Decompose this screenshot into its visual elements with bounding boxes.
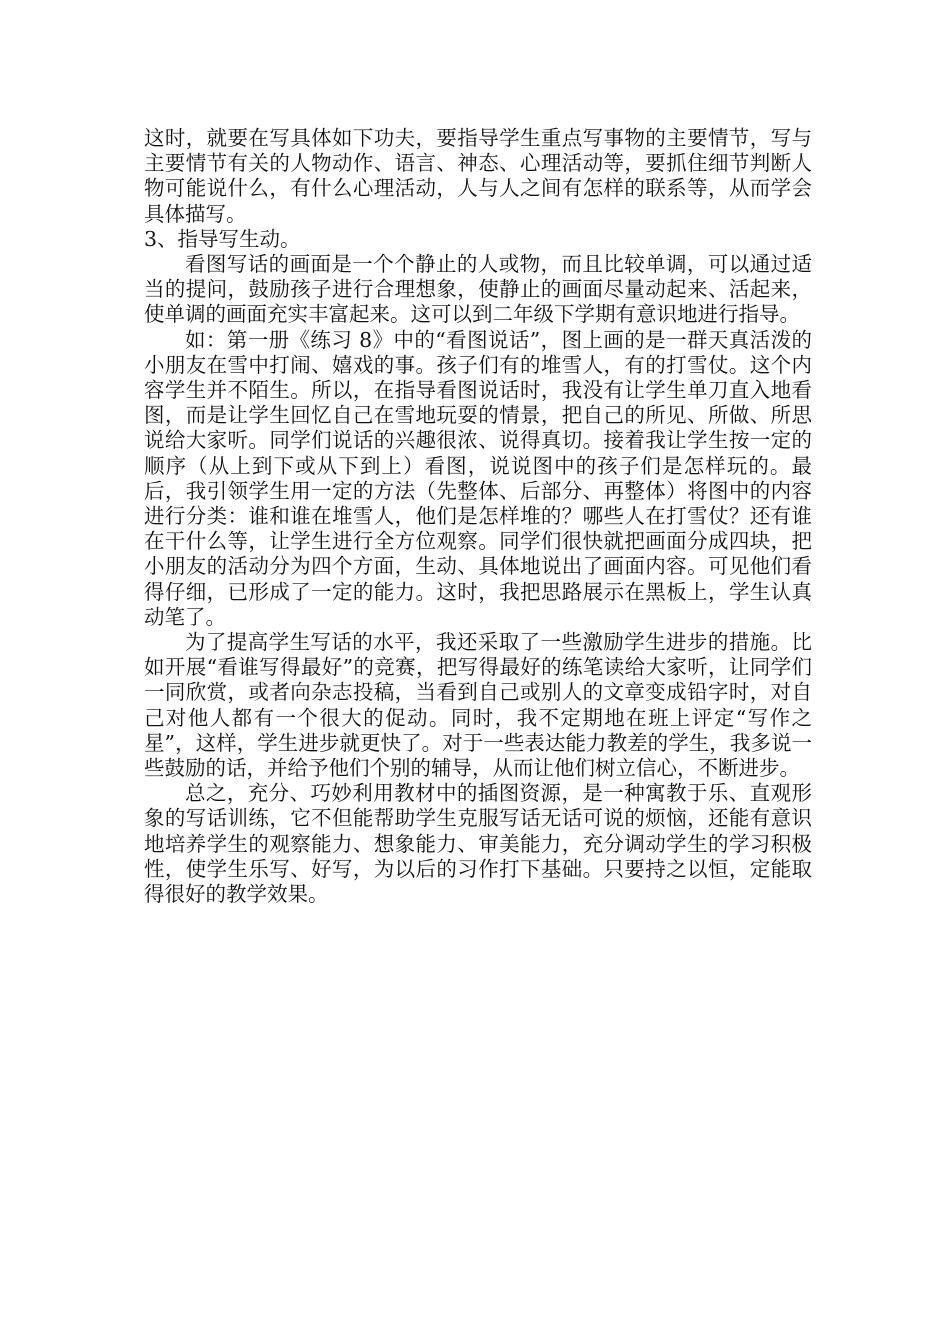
paragraph-detail-writing: 这时，就要在写具体如下功夫，要指导学生重点写事物的主要情节，写与主要情节有关的人物动作、语言、神态、心理活动等，要抓住细节判断人物可能说什么，有什么心理活动，人与人之间有怎样的联系等，从而学会具体描写。	[144, 126, 812, 226]
document-page	[144, 126, 812, 907]
paragraph-snow-example: 如：第一册《练习 8》中的“看图说话”，图上画的是一群天真活泼的小朋友在雪中打闹、嬉戏的事。孩子们有的堆雪人，有的打雪仗。这个内容学生并不陌生。所以，在指导看图说话时，我没有让学生单刀直入地看图，而是让学生回忆自己在雪地玩耍的情景，把自己的所见、所做、所思说给大家听。同学们说话的兴趣很浓、说得真切。接着我让学生按一定的顺序（从上到下或从下到上）看图，说说图中的孩子们是怎样玩的。最后，我引领学生用一定的方法（先整体、后部分、再整体）将图中的内容进行分类：谁和谁在堆雪人，他们是怎样堆的？哪些人在打雪仗？还有谁在干什么等，让学生进行全方位观察。同学们很快就把画面分成四块，把小朋友的活动分为四个方面，生动、具体地说出了画面内容。可见他们看得仔细，已形成了一定的能力。这时，我把思路展示在黑板上，学生认真动笔了。	[144, 327, 812, 629]
paragraph-imagination: 看图写话的画面是一个个静止的人或物，而且比较单调，可以通过适当的提问，鼓励孩子进行合理想象，使静止的画面尽量动起来、活起来，使单调的画面充实丰富起来。这可以到二年级下学期有意识地进行指导。	[144, 252, 812, 327]
section-heading-vivid-writing: 3、指导写生动。	[144, 226, 301, 251]
paragraph-motivation: 为了提高学生写话的水平，我还采取了一些激励学生进步的措施。比如开展“看谁写得最好”的竞赛，把写得最好的练笔读给大家听，让同学们一同欣赏，或者向杂志投稿，当看到自己或别人的文章变成铅字时，对自己对他人都有一个很大的促动。同时，我不定期地在班上评定“写作之星”，这样，学生进步就更快了。对于一些表达能力教差的学生，我多说一些鼓励的话，并给予他们个别的辅导，从而让他们树立信心，不断进步。	[144, 630, 812, 781]
paragraph-conclusion: 总之，充分、巧妙利用教材中的插图资源，是一种寓教于乐、直观形象的写话训练，它不但能帮助学生克服写话无话可说的烦恼，还能有意识地培养学生的观察能力、想象能力、审美能力，充分调动学生的学习积极性，使学生乐写、好写，为以后的习作打下基础。只要持之以恒，定能取得很好的教学效果。	[144, 781, 812, 907]
